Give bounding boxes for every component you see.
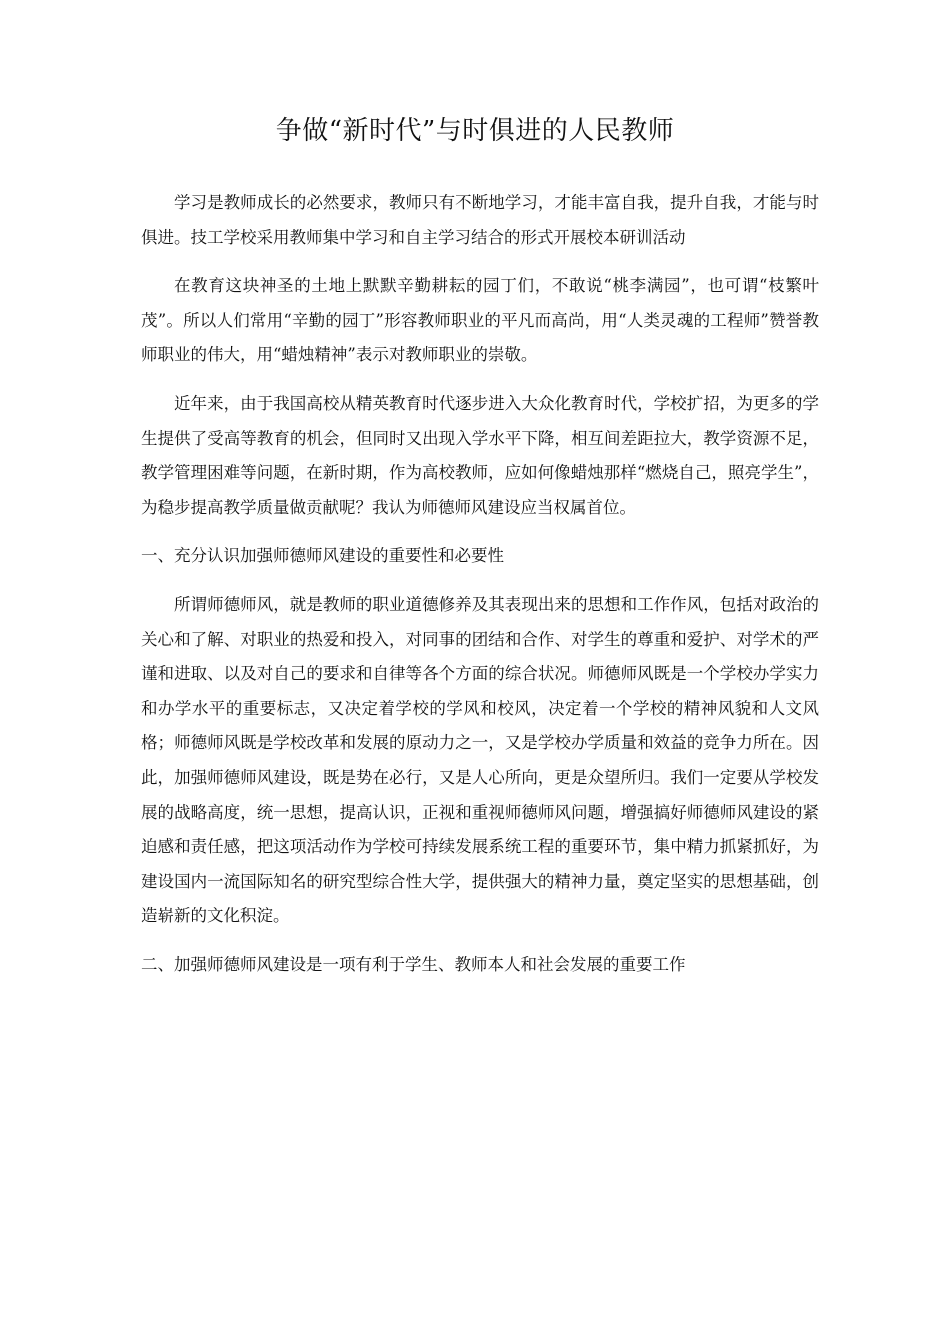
document-body [141, 186, 819, 996]
section-1-heading: 一、充分认识加强师德师风建设的重要性和必要性 [141, 546, 504, 566]
intro-paragraph-3: 近年来，由于我国高校从精英教育时代逐步进入大众化教育时代，学校扩招，为更多的学生提供了受高等教育的机会，但同时又出现入学水平下降，相互间差距拉大，教学资源不足，教学管理困难等问题，在新时期，作为高校教师，应如何像蜡烛那样“燃烧自己，照亮学生”，为稳步提高教学质量做贡献呢？我认为师德师风建设应当权属首位。 [141, 393, 819, 517]
intro-paragraph-1: 学习是教师成长的必然要求，教师只有不断地学习，才能丰富自我，提升自我，才能与时俱进。技工学校采用教师集中学习和自主学习结合的形式开展校本研训活动 [141, 193, 819, 247]
section-2-heading: 二、加强师德师风建设是一项有利于学生、教师本人和社会发展的重要工作 [141, 954, 686, 974]
intro-paragraph-2: 在教育这块神圣的土地上默默辛勤耕耘的园丁们，不敢说“桃李满园”，也可谓“枝繁叶茂”。所以人们常用“辛勤的园丁”形容教师职业的平凡而高尚，用“人类灵魂的工程师”赞誉教师职业的伟大，用“蜡烛精神”表示对教师职业的崇敬。 [141, 276, 819, 365]
section-1-paragraph: 所谓师德师风，就是教师的职业道德修养及其表现出来的思想和工作作风，包括对政治的关心和了解、对职业的热爱和投入，对同事的团结和合作、对学生的尊重和爱护、对学术的严谨和进取、以及对自己的要求和自律等各个方面的综合状况。师德师风既是一个学校办学实力和办学水平的重要标志，又决定着学校的学风和校风，决定着一个学校的精神风貌和人文风格；师德师风既是学校改革和发展的原动力之一，又是学校办学质量和效益的竞争力所在。因此，加强师德师风建设，既是势在必行，又是人心所向，更是众望所归。我们一定要从学校发展的战略高度，统一思想，提高认识，正视和重视师德师风问题，增强搞好师德师风建设的紧迫感和责任感，把这项活动作为学校可持续发展系统工程的重要环节，集中精力抓紧抓好，为建设国内一流国际知名的研究型综合性大学，提供强大的精神力量，奠定坚实的思想基础，创造崭新的文化积淀。 [141, 594, 819, 926]
document-title: 争做“新时代”与时俱进的人民教师 [275, 116, 675, 146]
